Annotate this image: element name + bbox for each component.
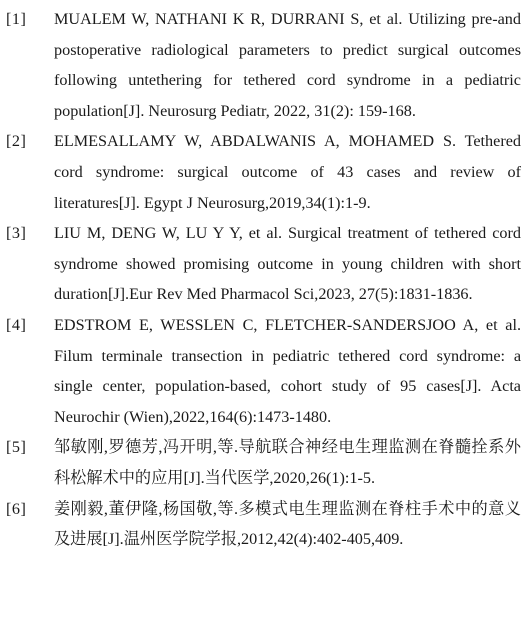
reference-item-5 bbox=[0, 432, 531, 493]
reference-number: [4] bbox=[6, 315, 27, 334]
reference-list bbox=[0, 4, 531, 555]
reference-number: [2] bbox=[6, 132, 27, 151]
reference-number: [1] bbox=[6, 10, 27, 28]
reference-item-2 bbox=[0, 126, 531, 218]
reference-text: EDSTROM E, WESSLEN C, FLETCHER-SANDERSJOO A, et al. Filum terminale transection in pediatric tethered cord syndrome: a single center, population-based, cohort study of 95 cases[J]. Acta Neurochir (Wien),2022,164(6):1473-1480. bbox=[54, 315, 521, 426]
reference-number: [5] bbox=[6, 438, 27, 457]
reference-number: [6] bbox=[6, 499, 27, 518]
reference-item-6 bbox=[0, 494, 531, 555]
reference-text: ELMESALLAMY W, ABDALWANIS A, MOHAMED S. Tethered cord syndrome: surgical outcome of 43 cases and review of literatures[J]. Egypt J Neurosurg,2019,34(1):1-9. bbox=[54, 132, 521, 212]
reference-number: [3] bbox=[6, 224, 27, 243]
reference-text: MUALEM W, NATHANI K R, DURRANI S, et al. Utilizing pre-and postoperative radiological parameters to predict surgical outcomes following untethering for tethered cord syndrome in a pediatric population[J]. Neurosurg Pediatr, 2022, 31(2): 159-168. bbox=[54, 10, 521, 120]
reference-text: LIU M, DENG W, LU Y Y, et al. Surgical treatment of tethered cord syndrome showed promising outcome in young children with short duration[J].Eur Rev Med Pharmacol Sci,2023, 27(5):1831-1836. bbox=[54, 224, 521, 304]
reference-item-4 bbox=[0, 310, 531, 432]
reference-item-3 bbox=[0, 218, 531, 310]
reference-text: 邹敏刚,罗德芳,冯开明,等.导航联合神经电生理监测在脊髓拴系外科松解术中的应用[J].当代医学,2020,26(1):1-5. bbox=[54, 438, 521, 487]
reference-item-1 bbox=[0, 4, 531, 126]
reference-text: 姜刚毅,董伊隆,杨国敬,等.多模式电生理监测在脊柱手术中的意义及进展[J].温州医学院学报,2012,42(4):402-405,409. bbox=[54, 499, 521, 549]
